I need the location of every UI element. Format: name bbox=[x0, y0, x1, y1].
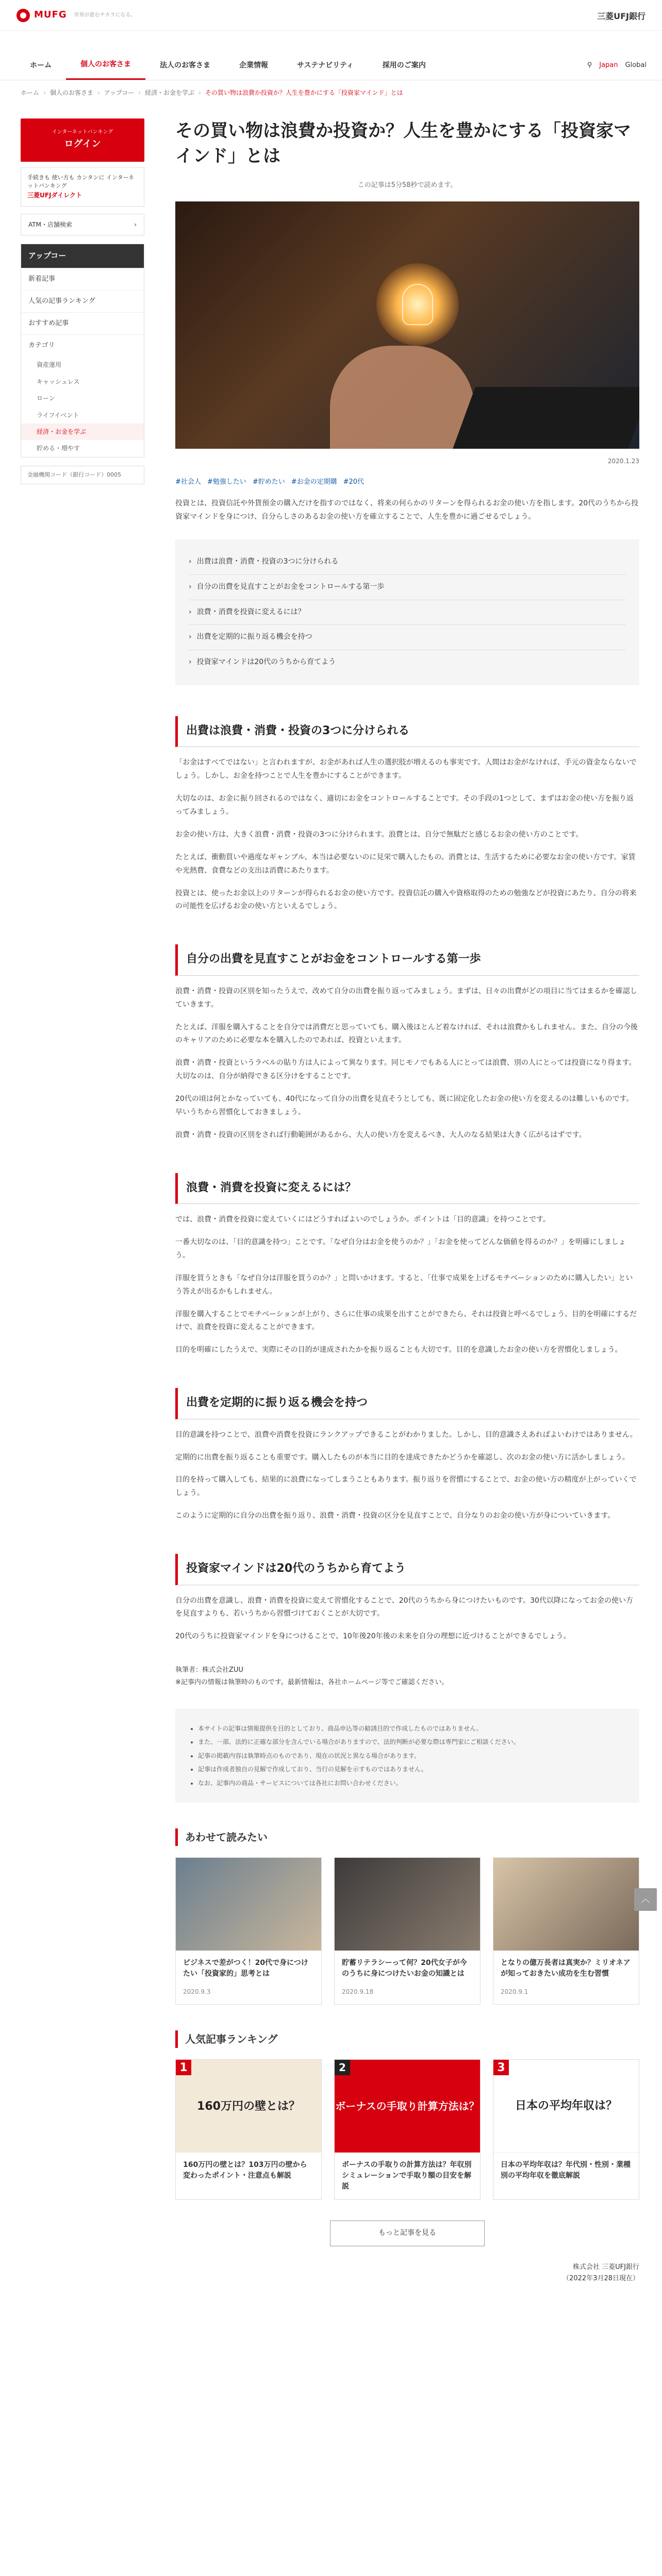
ranking-card[interactable] bbox=[175, 2059, 322, 2200]
search-icon[interactable]: ⚲ bbox=[587, 61, 592, 70]
related-card[interactable] bbox=[175, 1857, 322, 2005]
chevron-right-icon: › bbox=[189, 633, 192, 641]
breadcrumb-item[interactable]: ホーム bbox=[21, 89, 40, 96]
chevron-right-icon: › bbox=[134, 221, 137, 229]
card-date: 2020.9.18 bbox=[342, 1988, 374, 1995]
chevron-right-icon: › bbox=[189, 582, 192, 591]
breadcrumb-item[interactable]: 経済・お金を学ぶ bbox=[145, 89, 195, 96]
toc-item[interactable] bbox=[189, 650, 626, 675]
tag-list bbox=[175, 477, 639, 488]
bank-code: 金融機関コード（銀行コード）0005 bbox=[21, 466, 144, 485]
tag-link[interactable]: #社会人 bbox=[175, 478, 201, 486]
side-sub-item[interactable]: 資産運用 bbox=[37, 361, 62, 369]
logo-text: MUFG bbox=[34, 9, 67, 21]
mufg-logo[interactable] bbox=[16, 7, 136, 23]
tag-link[interactable]: #お金の定期購 bbox=[291, 478, 337, 486]
disclaimer-item: • 本サイトの記事は情報提供を目的としており、商品申込等の勧誘目的で作成したものではありません。 bbox=[198, 1723, 624, 1734]
card-title: 160万円の壁とは？103万円の壁から変わったポイント・注意点も解説 bbox=[183, 2161, 307, 2180]
section-paragraph: 20代のうちに投資家マインドを身につけることで、10年後20年後の未来を自分の理想に近づけることができるでしょう。 bbox=[175, 1632, 571, 1641]
chevron-right-icon: › bbox=[189, 658, 192, 667]
section-heading: 投資家マインドは20代のうちから育てよう bbox=[175, 1554, 639, 1585]
related-card[interactable] bbox=[493, 1857, 639, 2005]
related-heading: あわせて読みたい bbox=[175, 1828, 639, 1846]
rank-badge: 1 bbox=[176, 2060, 191, 2075]
section-paragraph: 目的意識を持つことで、浪費や消費を投資にランクアップできることがわかりました。しかし、目的意識さえあればよいわけではありません。 bbox=[175, 1430, 637, 1439]
gnav-home[interactable]: ホーム bbox=[30, 61, 52, 70]
disclaimer-item: • 記事の掲載内容は執筆時点のものであり、現在の状況と異なる場合があります。 bbox=[198, 1751, 624, 1761]
company-name: 株式会社 三菱UFJ銀行 bbox=[573, 2263, 639, 2272]
toc-item[interactable] bbox=[189, 575, 626, 600]
disclaimer-box bbox=[175, 1709, 639, 1803]
card-title: ビジネスで差がつく！20代で身につけたい「投資家的」思考とは bbox=[183, 1958, 308, 1978]
thumbnail-text: 160万円の壁とは？ bbox=[197, 2099, 300, 2113]
side-nav-category[interactable]: カテゴリ bbox=[21, 334, 144, 357]
breadcrumb-item[interactable]: 個人のお客さま bbox=[49, 89, 93, 96]
card-thumbnail bbox=[493, 1858, 639, 1951]
card-thumbnail bbox=[335, 2060, 480, 2153]
author-name: 執筆者：株式会社ZUU bbox=[175, 1666, 243, 1674]
section-paragraph: このように定期的に自分の出費を振り返り、浪費・消費・投資の区分を見直すことで、自分なりのお金の使い方が身についていきます。 bbox=[175, 1512, 615, 1520]
toc-label: 出費は浪費・消費・投資の3つに分けられる bbox=[196, 557, 339, 566]
section-heading: 自分の出費を見直すことがお金をコントロールする第一歩 bbox=[175, 944, 639, 975]
section-paragraph: 浪費・消費・投資の区別をされば行動範囲があるから、大人の使い方を変えるべき、大人のなる結果は大きく広がるはずです。 bbox=[175, 1130, 586, 1139]
side-sub-item[interactable]: キャッシュレス bbox=[37, 378, 80, 385]
toc-item[interactable] bbox=[189, 550, 626, 575]
card-title: 日本の平均年収は？年代別・性別・業種別の平均年収を徹底解説 bbox=[501, 2161, 631, 2180]
section-paragraph: たとえば、衝動買いや過度なギャンブル、本当は必要ないのに見栄で購入したもの。消費とは、生活するために必要なお金の使い方です。家賃や光熱費、食費などの支出は消費にあたります。 bbox=[175, 853, 636, 875]
author-info bbox=[175, 1664, 639, 1688]
author-note: ※記事内の情報は執筆時のものです。最新情報は、各社ホームページ等でご確認ください。 bbox=[175, 1678, 449, 1686]
side-sub-item[interactable]: ローン bbox=[37, 395, 55, 402]
section-paragraph: 浪費・消費・投資の区別を知ったうえで、改めて自分の出費を振り返ってみましょう。まずは、日々の出費がどの項目に当てはまるかを確認していきます。 bbox=[175, 987, 637, 1009]
section-paragraph: 浪費・消費・投資というラベルの貼り方は人によって異なります。同じモノでもある人にとっては浪費、別の人にとっては投資になり得ます。大切なのは、自分が納得できる区分けをすることです。 bbox=[175, 1059, 636, 1081]
publish-date: 2020.1.23 bbox=[607, 457, 639, 465]
thumbnail-text: ボーナスの手取り計算方法は？ bbox=[335, 2100, 479, 2113]
table-of-contents bbox=[175, 539, 639, 685]
global-nav bbox=[0, 52, 662, 80]
disclaimer-item: • なお、記事内の商品・サービスについては各社にお問い合わせください。 bbox=[198, 1778, 624, 1788]
breadcrumb-item[interactable]: アップコー bbox=[104, 89, 135, 96]
disclaimer-item: • 記事は作成者独自の見解で作成しており、当行の見解を示すものではありません。 bbox=[198, 1764, 624, 1774]
rank-badge: 2 bbox=[335, 2060, 350, 2075]
section-paragraph: お金の使い方は、大きく浪費・消費・投資の3つに分けられます。浪費とは、自分で無駄だと感じるお金の使い方のことです。 bbox=[175, 830, 583, 839]
gnav-sustainability[interactable]: サステナビリティ bbox=[297, 61, 354, 70]
card-thumbnail bbox=[493, 2060, 639, 2153]
direct-promo[interactable] bbox=[21, 167, 144, 207]
rank-badge: 3 bbox=[493, 2060, 509, 2075]
section-paragraph: では、浪費・消費を投資に変えていくにはどうすればよいのでしょうか。ポイントは「目的意識」を持つことです。 bbox=[175, 1215, 550, 1224]
card-date: 2020.9.1 bbox=[501, 1988, 528, 1995]
toc-label: 自分の出費を見直すことがお金をコントロールする第一歩 bbox=[196, 582, 385, 591]
section-paragraph: 「お金はすべてではない」と言われますが、お金があれば人生の選択肢が増えるのも事実です。人間はお金がなければ、手元の資金ならないでしょう。しかし、お金を持つことで人生を豊かにすることができます。 bbox=[175, 758, 637, 781]
section-paragraph: 自分の出費を意識し、浪費・消費を投資に変えて習慣化することで、20代のうちから身につけたいものです。30代以降になってお金の使い方を見直すよりも、若いうちから習慣づけておくことが大切です。 bbox=[175, 1596, 633, 1618]
login-banner[interactable] bbox=[21, 118, 144, 162]
lang-japan[interactable]: Japan bbox=[599, 61, 618, 70]
side-nav-new[interactable]: 新着記事 bbox=[21, 268, 144, 290]
side-sub-item[interactable]: 貯める・増やす bbox=[37, 445, 80, 452]
tag-link[interactable]: #貯めたい bbox=[252, 478, 285, 486]
disclaimer-item: • また、一部、法的に正確な部分を含んでいる場合がありますので、法的判断が必要な際は専門家にご相談ください。 bbox=[198, 1737, 624, 1747]
tag-link[interactable]: #20代 bbox=[343, 478, 365, 486]
side-sub-item-active[interactable]: 経済・お金を学ぶ bbox=[21, 423, 144, 440]
section-paragraph: 定期的に出費を振り返ることも重要です。購入したものが本当に目的を達成できたかどうかを確認し、次のお金の使い方に活かしましょう。 bbox=[175, 1453, 630, 1462]
company-date: （2022年3月28日現在） bbox=[562, 2275, 639, 2283]
card-thumbnail bbox=[176, 2060, 321, 2153]
section-paragraph: 目的を明確にしたうえで、実際にその目的が達成されたかを振り返ることも大切です。目的を意識したお金の使い方を習慣化しましょう。 bbox=[175, 1346, 622, 1354]
page-top-button[interactable]: ︿ bbox=[634, 1888, 657, 1911]
login-banner-sub: インターネットバンキング bbox=[52, 129, 113, 135]
section-paragraph: 洋服を購入することでモチベーションが上がり、さらに仕事の成果を出すことができたら、それは投資と呼べるでしょう。目的を明確にするだけで、浪費を投資に変えることができます。 bbox=[175, 1310, 637, 1332]
intro-paragraph: 投資とは、投資信託や外貨預金の購入だけを指すのではなく、将来の何らかのリターンを得られるお金の使い方を指します。20代のうちから投資家マインドを身につけ、自分らしさのあるお金の使い方を確立することで、人生を豊かに過ごせるでしょう。 bbox=[175, 499, 639, 521]
side-sub-item[interactable]: ライフイベント bbox=[37, 411, 79, 419]
atm-search-link[interactable] bbox=[21, 214, 144, 235]
atm-label: ATM・店舗検索 bbox=[28, 221, 72, 229]
gnav-recruit[interactable]: 採用のご案内 bbox=[382, 61, 426, 70]
toc-label: 投資家マインドは20代のうちから育てよう bbox=[196, 658, 336, 667]
login-banner-label: ログイン bbox=[64, 139, 101, 149]
section-paragraph: 一番大切なのは、「目的意識を持つ」ことです。「なぜ自分はお金を使うのか？」「お金を使ってどんな価値を得るのか？」を明確にしましょう。 bbox=[175, 1238, 626, 1260]
ranking-card[interactable] bbox=[334, 2059, 481, 2200]
section-heading: 浪費・消費を投資に変えるには？ bbox=[175, 1173, 639, 1204]
section-paragraph: 投資とは、使ったお金以上のリターンが得られるお金の使い方です。投資信託の購入や資格取得のための勉強などが投資にあたり、自分の将来の可能性を広げるお金の使い方といえるでしょう。 bbox=[175, 889, 637, 911]
lightbulb-icon bbox=[402, 284, 433, 325]
gnav-company[interactable]: 企業情報 bbox=[239, 61, 268, 70]
card-date: 2020.9.3 bbox=[183, 1988, 211, 1995]
card-title: ボーナスの手取りの計算方法は？年収別シミュレーションで手取り額の目安を解説 bbox=[342, 2161, 472, 2191]
hand-shape bbox=[330, 346, 474, 449]
ranking-heading: 人気記事ランキング bbox=[175, 2030, 639, 2048]
thumbnail-text: 日本の平均年収は？ bbox=[515, 2099, 617, 2113]
promo-bank: 三菱UFJダイレクト bbox=[27, 191, 82, 199]
promo-text: 手続きも 使い方も カンタンに インターネットバンキング bbox=[27, 174, 135, 190]
section-heading: 出費を定期的に振り返る機会を持つ bbox=[175, 1388, 639, 1419]
toc-item[interactable] bbox=[189, 625, 626, 650]
side-nav-recommend[interactable]: おすすめ記事 bbox=[21, 312, 144, 334]
company-credit bbox=[175, 2262, 639, 2284]
lang-global[interactable]: Global bbox=[625, 61, 647, 70]
side-nav-head[interactable]: アップコー bbox=[21, 244, 144, 268]
card-title: となりの億万長者は真実か？ミリオネアが知っておきたい成功を生む習慣 bbox=[501, 1958, 631, 1978]
tag-link[interactable]: #勉強したい bbox=[207, 478, 246, 486]
article-main bbox=[175, 118, 639, 2284]
gnav-corporate[interactable]: 法人のお客さま bbox=[160, 61, 210, 70]
section-paragraph: 目的を持って購入しても、結果的に浪費になってしまうこともあります。振り返りを習慣にすることで、お金の使い方の精度が上がっていくでしょう。 bbox=[175, 1476, 637, 1498]
toc-item[interactable] bbox=[189, 600, 626, 625]
hero-image bbox=[175, 201, 639, 449]
breadcrumb: ホーム › 個人のお客さま › アップコー › 経済・お金を学ぶ › その買い物は浪費か投資か？人生を豊かにする「投資家マインド」とは bbox=[21, 88, 639, 98]
related-card[interactable] bbox=[334, 1857, 481, 2005]
sidebar bbox=[21, 118, 144, 484]
card-thumbnail bbox=[176, 1858, 321, 1951]
ranking-cards bbox=[175, 2059, 639, 2200]
article-title: その買い物は浪費か投資か？人生を豊かにする「投資家マインド」とは bbox=[175, 121, 631, 167]
breadcrumb-current: その買い物は浪費か投資か？人生を豊かにする「投資家マインド」とは bbox=[205, 89, 403, 96]
card-thumbnail bbox=[335, 1858, 480, 1951]
card-title: 貯蓄リテラシーって何？20代女子が今のうちに身につけたいお金の知識とは bbox=[342, 1958, 467, 1978]
bank-name[interactable]: 三菱UFJ銀行 bbox=[597, 11, 646, 21]
related-cards bbox=[175, 1857, 639, 2005]
laptop-shape bbox=[453, 387, 639, 449]
section-paragraph: たとえば、洋服を購入することを自分では消費だと思っていても、購入後ほとんど着なければ、それは浪費かもしれません。また、自分の今後のキャリアのために必要な本を購入したのであれば、投資といえます。 bbox=[175, 1023, 638, 1045]
section-paragraph: 洋服を買うときも「なぜ自分は洋服を買うのか？」と問いかけます。すると、「仕事で成果を上げるモチベーションのために購入したい」という答えが出るかもしれません。 bbox=[175, 1274, 633, 1296]
mufg-mark-icon bbox=[16, 9, 30, 22]
read-time: この記事は5分58秒で読めます。 bbox=[357, 181, 457, 189]
logo-tagline: 世界が進むチカラになる。 bbox=[74, 12, 136, 18]
side-category-nav bbox=[21, 244, 144, 457]
ranking-card[interactable] bbox=[493, 2059, 639, 2200]
toc-label: 浪費・消費を投資に変えるには？ bbox=[196, 607, 305, 616]
section-heading: 出費は浪費・消費・投資の3つに分けられる bbox=[175, 716, 639, 747]
side-nav-ranking[interactable]: 人気の記事ランキング bbox=[21, 290, 144, 312]
chevron-right-icon: › bbox=[189, 607, 192, 616]
gnav-personal[interactable]: 個人のお客さま bbox=[66, 52, 145, 80]
toc-label: 出費を定期的に振り返る機会を持つ bbox=[196, 633, 312, 641]
section-paragraph: 20代の頃は何とかなっていても、40代になって自分の出費を見直そうとしても、既に固定化したお金の使い方を変えるのは難しいものです。早いうちから習慣化しておきましょう。 bbox=[175, 1095, 634, 1116]
site-header bbox=[0, 0, 662, 31]
section-paragraph: 大切なのは、お金に振り回されるのではなく、適切にお金をコントロールすることです。その手段の1つとして、まずはお金の使い方を振り返ってみましょう。 bbox=[175, 794, 634, 816]
chevron-right-icon: › bbox=[189, 557, 192, 566]
more-articles-button[interactable]: もっと記事を見る bbox=[330, 2221, 485, 2246]
